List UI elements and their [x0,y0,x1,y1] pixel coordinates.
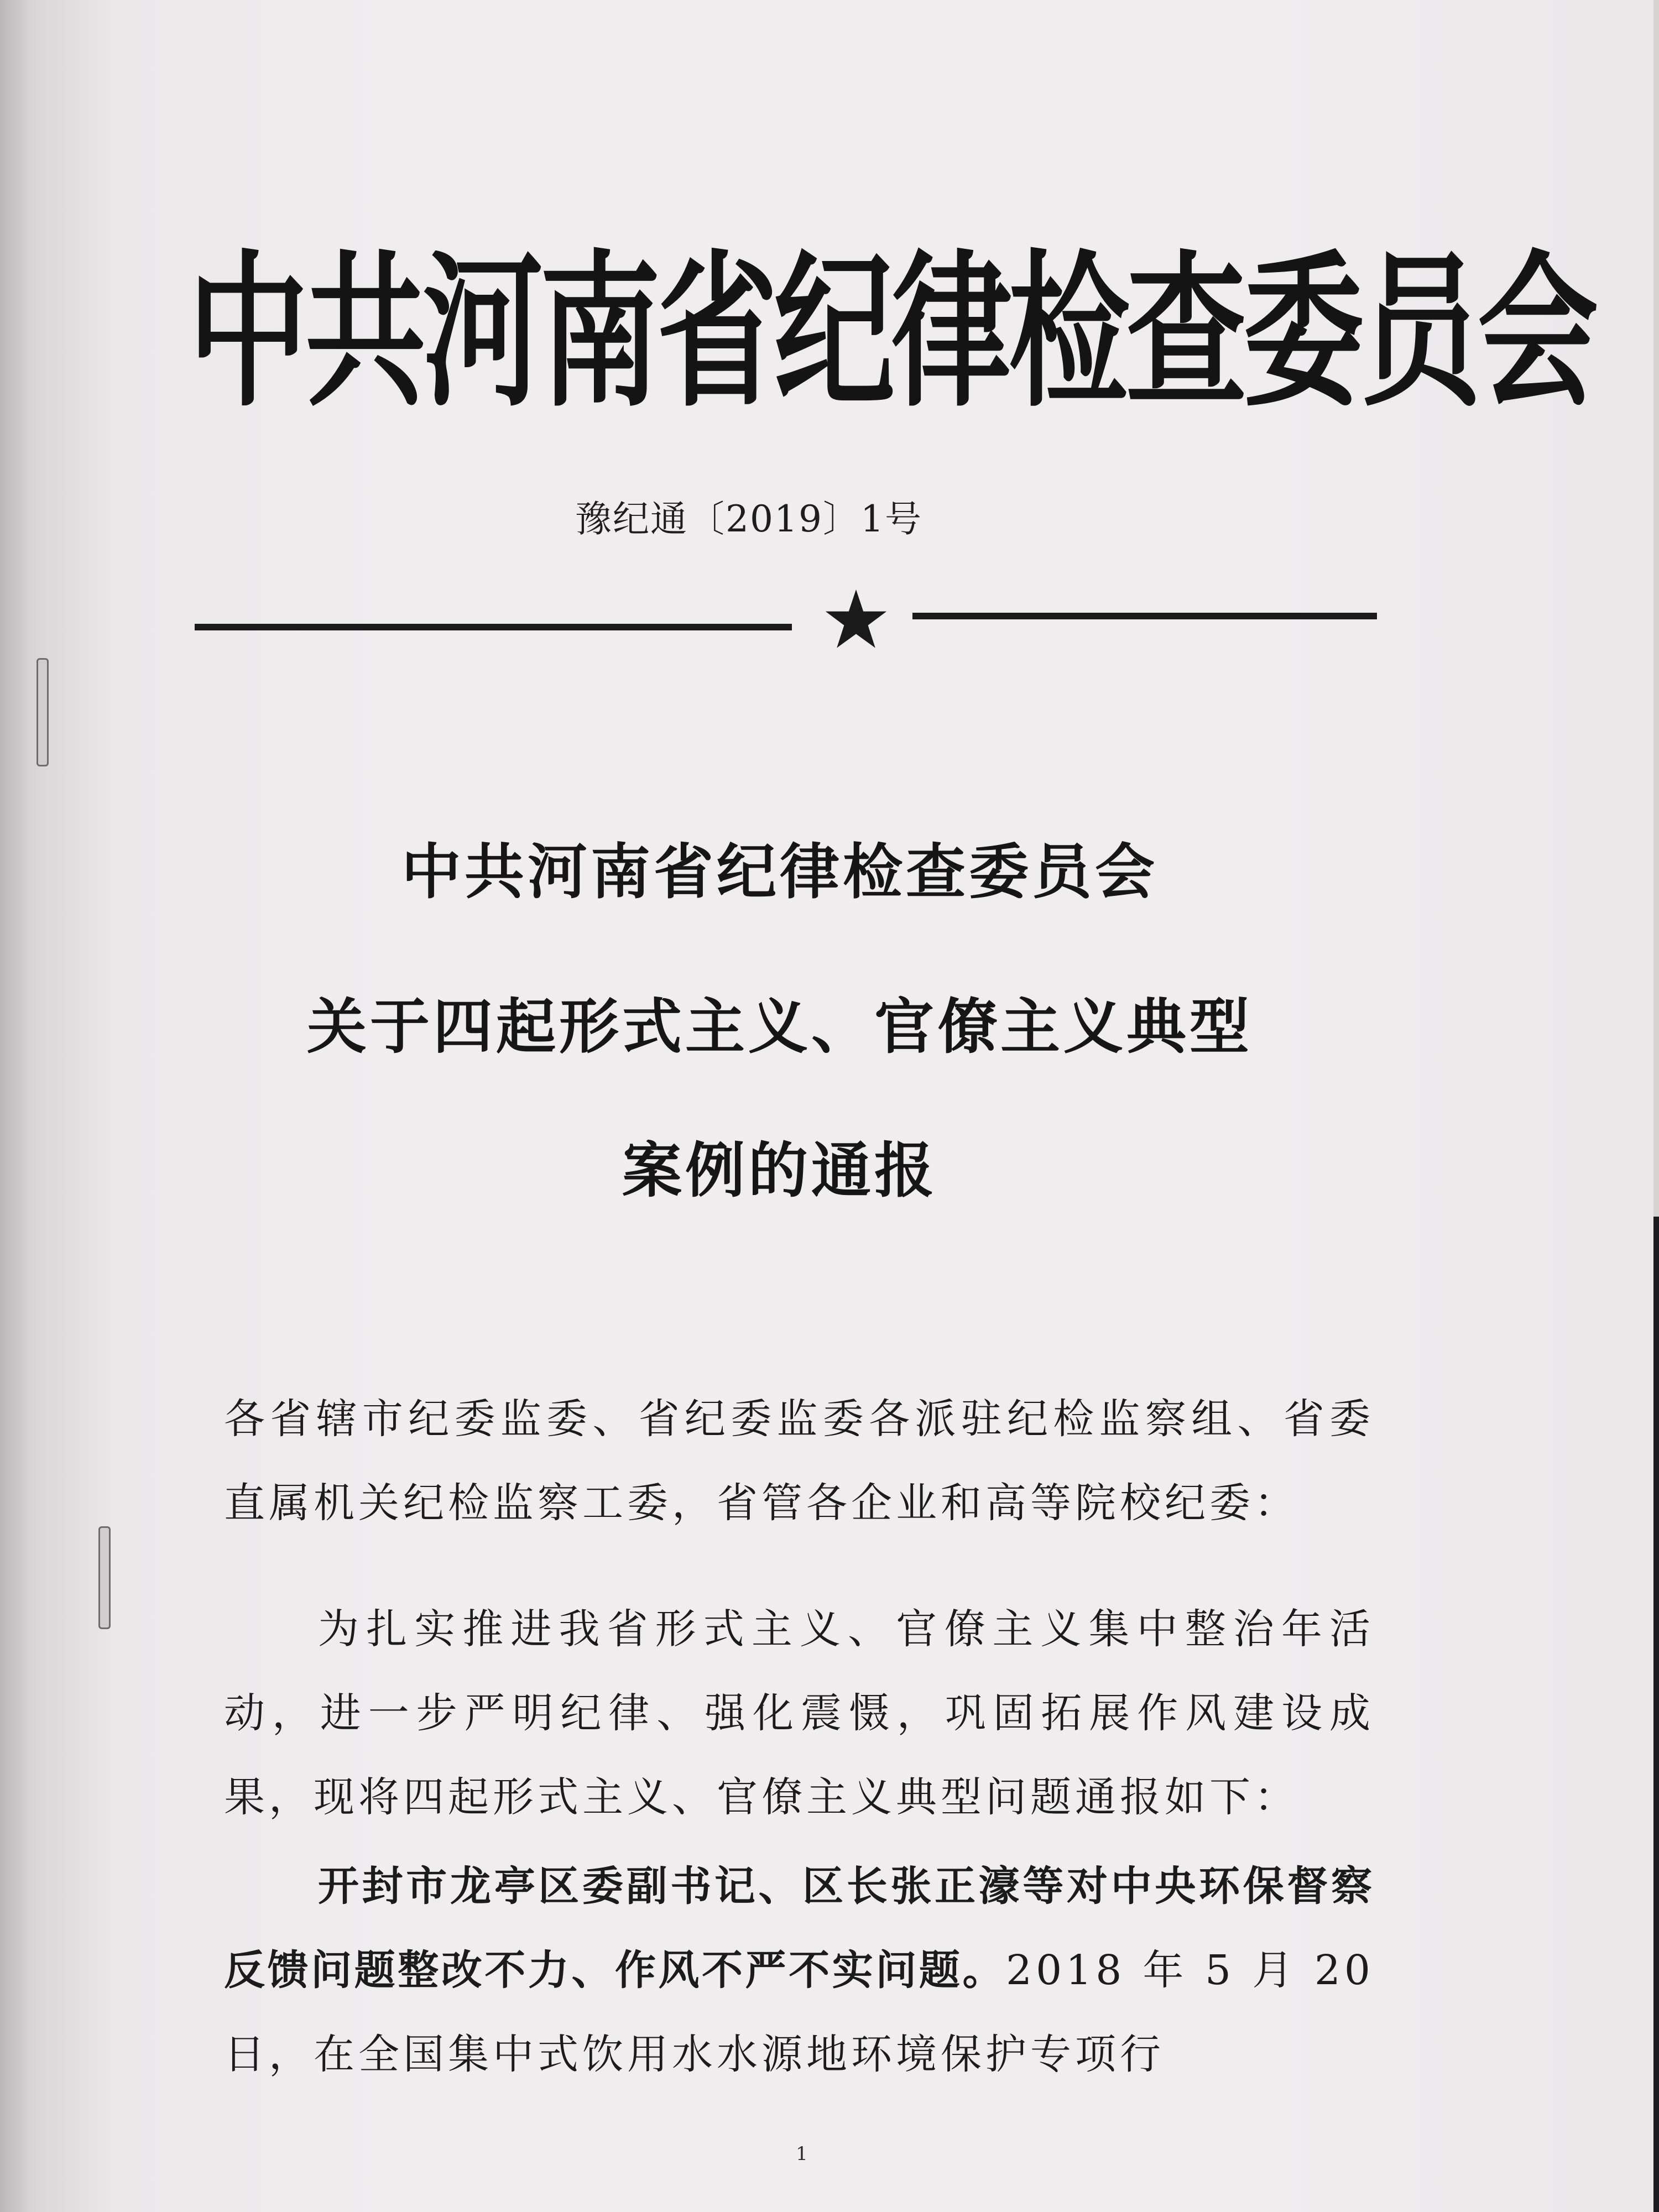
notice-title-line-2: 关于四起形式主义、官僚主义典型 [306,993,1253,1062]
notice-title-line-3: 案例的通报 [622,1136,937,1206]
document-number: 豫纪通〔2019〕1号 [575,498,922,540]
case-paragraph [224,1844,1374,2096]
notice-title-line-1: 中共河南省纪律检查委员会 [401,838,1158,907]
salutation: 各省辖市纪委监委、省纪委监委各派驻纪检监察组、省委直属机关纪检监察工委，省管各企业和高等院校纪委： [224,1395,1374,1527]
case-heading: 开封市龙亭区委副书记、区长张正濠等对中央环保督察反馈问题整改不力、作风不严不实问题。 [224,1863,1374,1994]
intro-paragraph: 为扎实推进我省形式主义、官僚主义集中整治年活动，进一步严明纪律、强化震慑，巩固拓展作风建设成果，现将四起形式主义、官僚主义典型问题通报如下： [224,1605,1374,1821]
case-text: 2018 年 5 月 20 日，在全国集中式饮用水水源地环境保护专项行 [224,1947,1374,2078]
staple-icon [98,1526,111,1629]
staple-icon [36,658,49,766]
header-rule-left [195,624,792,630]
red-header-title: 中共河南省纪律检查委员会 [188,236,1595,430]
page-number: 1 [796,2143,808,2165]
header-rule-right [912,613,1377,619]
star-icon [823,586,889,653]
